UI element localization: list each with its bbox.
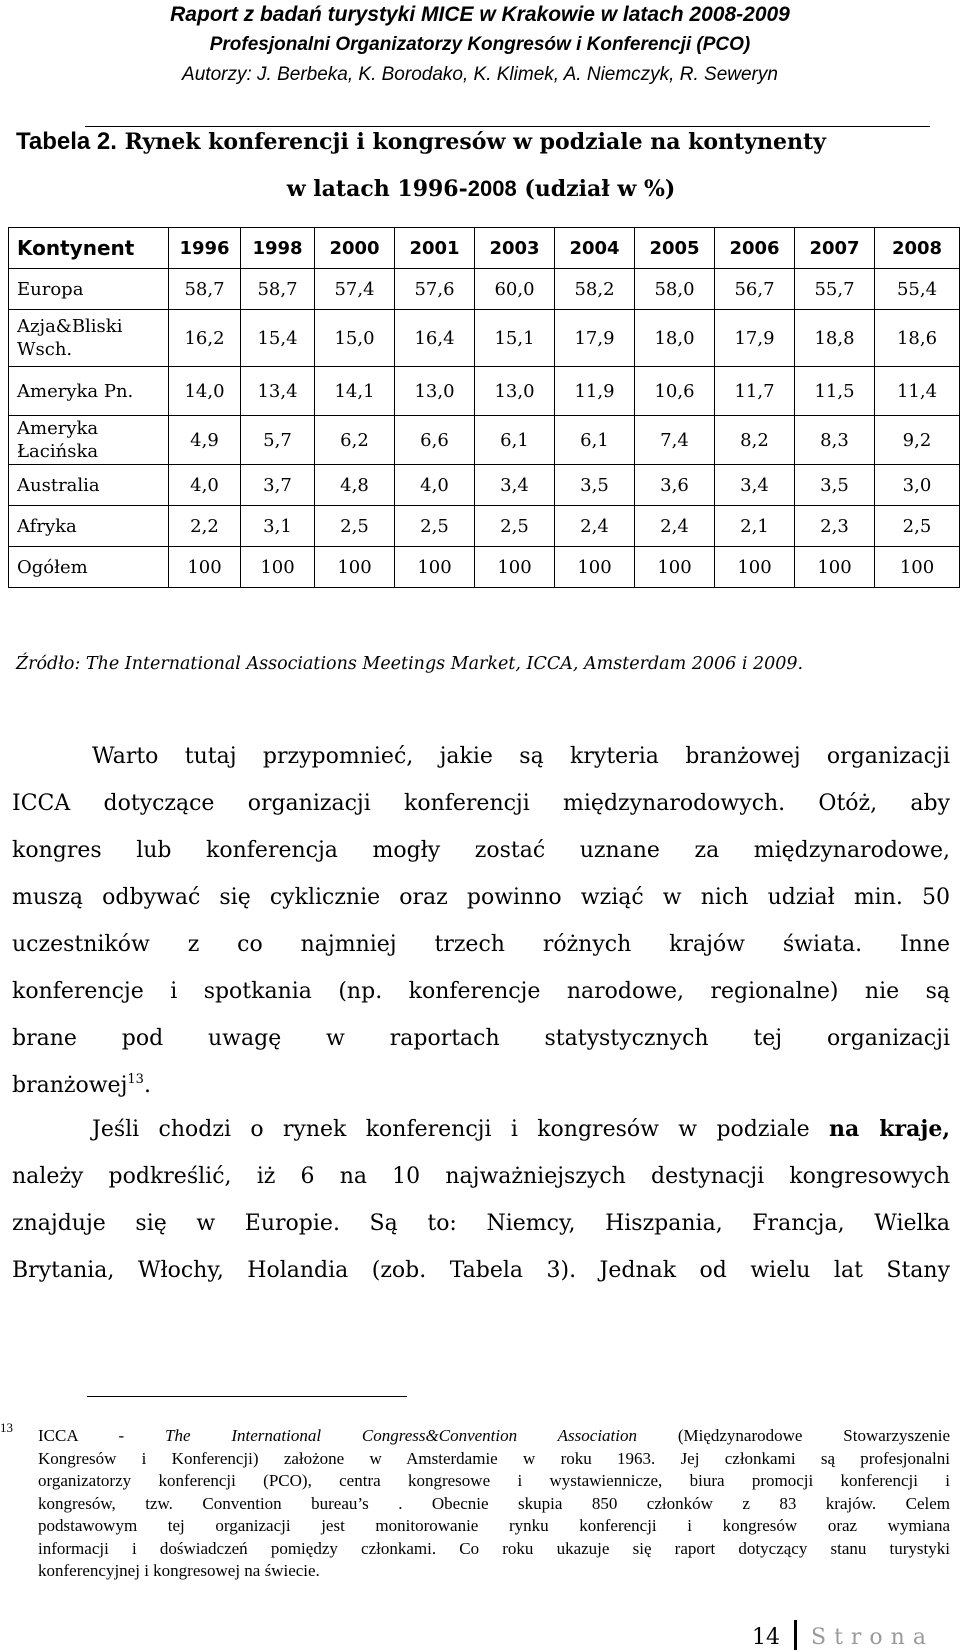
table-cell: 14,1 — [315, 367, 395, 416]
table-cell: 2,5 — [875, 506, 960, 547]
report-authors: Autorzy: J. Berbeka, K. Borodako, K. Klimek, A. Niemczyk, R. Seweryn — [182, 64, 778, 85]
table-cell: 18,8 — [795, 310, 875, 367]
table-cell: 3,5 — [795, 465, 875, 506]
footnote-italic: The International Congress&Convention Association — [165, 1426, 637, 1445]
table-source: Źródło: The International Associations Meetings Market, ICCA, Amsterdam 2006 i 2009. — [16, 654, 804, 674]
col-header-year: 2008 — [875, 228, 960, 269]
col-header-year: 2005 — [635, 228, 715, 269]
table-cell: 3,4 — [475, 465, 555, 506]
footnote-line: konferencyjnej i kongresowej na świecie. — [38, 1561, 320, 1580]
text-line: Jeśli chodzi o rynek konferencji i kongresów w podziale — [92, 1117, 830, 1142]
col-header-year: 1998 — [241, 228, 315, 269]
table-cell: 100 — [715, 547, 795, 588]
table-cell: 2,3 — [795, 506, 875, 547]
table-cell: 2,4 — [555, 506, 635, 547]
table-cell: 58,0 — [635, 269, 715, 310]
col-header-year: 2003 — [475, 228, 555, 269]
table-cell: 6,2 — [315, 416, 395, 465]
row-label: Azja&Bliski Wsch. — [9, 310, 169, 367]
table-cell: 100 — [635, 547, 715, 588]
report-title: Raport z badań turystyki MICE w Krakowie w latach 2008-2009 — [170, 3, 790, 26]
table-cell: 55,4 — [875, 269, 960, 310]
table-cell: 11,7 — [715, 367, 795, 416]
table-cell: 4,0 — [395, 465, 475, 506]
table-cell: 60,0 — [475, 269, 555, 310]
col-header-year: 2006 — [715, 228, 795, 269]
table-title-part2-end: (udział w %) — [516, 176, 676, 202]
text-line: muszą odbywać się cyklicznie oraz powinno wziąć w nich udział min. 50 — [12, 885, 950, 910]
table-cell: 57,6 — [395, 269, 475, 310]
table-label: Tabela 2. — [16, 128, 117, 155]
table-header-row — [9, 228, 960, 269]
table-row — [9, 269, 960, 310]
col-header-year: 2000 — [315, 228, 395, 269]
table-cell: 100 — [169, 547, 241, 588]
table-cell: 56,7 — [715, 269, 795, 310]
text-line: brane pod uwagę w raportach statystycznych tej organizacji — [12, 1026, 950, 1051]
footnote-line: organizatorzy konferencji (PCO), centra kongresowe i wystawiennicze, biura promocji konferencji i — [38, 1471, 950, 1490]
table-cell: 4,9 — [169, 416, 241, 465]
row-label: Ameryka Łacińska — [9, 416, 169, 465]
table-cell: 18,0 — [635, 310, 715, 367]
table-cell: 58,7 — [241, 269, 315, 310]
table-cell: 3,4 — [715, 465, 795, 506]
table-cell: 3,7 — [241, 465, 315, 506]
text-line: Warto tutaj przypomnieć, jakie są kryteria branżowej organizacji — [92, 744, 950, 769]
text-line: konferencje i spotkania (np. konferencje narodowe, regionalne) nie są — [12, 979, 950, 1004]
header-rule — [85, 126, 930, 127]
table-cell: 6,1 — [555, 416, 635, 465]
table-cell: 3,6 — [635, 465, 715, 506]
table-cell: 11,9 — [555, 367, 635, 416]
page-number-separator — [794, 1620, 797, 1650]
row-label: Europa — [9, 269, 169, 310]
text-line: kongres lub konferencja mogły zostać uznane za międzynarodowe, — [12, 838, 950, 863]
row-label: Ameryka Pn. — [9, 367, 169, 416]
table-cell: 2,1 — [715, 506, 795, 547]
col-header-year: 2007 — [795, 228, 875, 269]
table-cell: 9,2 — [875, 416, 960, 465]
report-subtitle: Profesjonalni Organizatorzy Kongresów i Konferencji (PCO) — [209, 34, 751, 55]
footnote-number: 13 — [0, 1420, 13, 1435]
table-cell: 100 — [475, 547, 555, 588]
table-title-part2: w latach 1996- — [286, 176, 468, 202]
table-cell: 16,4 — [395, 310, 475, 367]
table-cell: 5,7 — [241, 416, 315, 465]
text-line: znajduje się w Europie. Są to: Niemcy, Hiszpania, Francja, Wielka — [12, 1211, 950, 1236]
table-cell: 15,0 — [315, 310, 395, 367]
row-label: Afryka — [9, 506, 169, 547]
table-cell: 11,5 — [795, 367, 875, 416]
table-cell: 16,2 — [169, 310, 241, 367]
page-number-value: 14 — [752, 1625, 780, 1650]
table-cell: 17,9 — [555, 310, 635, 367]
table-cell: 11,4 — [875, 367, 960, 416]
table-cell: 3,0 — [875, 465, 960, 506]
table-cell: 4,8 — [315, 465, 395, 506]
table-cell: 18,6 — [875, 310, 960, 367]
table-cell: 6,6 — [395, 416, 475, 465]
footnote-line: Kongresów i Konferencji) założone w Amsterdamie w roku 1963. Jej członkami są profesjonalni — [38, 1448, 950, 1468]
table-cell: 2,5 — [395, 506, 475, 547]
text-line: uczestników z co najmniej trzech różnych krajów świata. Inne — [12, 932, 950, 957]
table-cell: 100 — [315, 547, 395, 588]
text-line: należy podkreślić, iż 6 na 10 najważniejszych destynacji kongresowych — [12, 1164, 950, 1189]
table-cell: 4,0 — [169, 465, 241, 506]
table-cell: 100 — [241, 547, 315, 588]
page-word: Strona — [811, 1625, 934, 1650]
text-line: Brytania, Włochy, Holandia (zob. Tabela 3). Jednak od wielu lat Stany — [12, 1258, 950, 1283]
table-cell: 58,2 — [555, 269, 635, 310]
table-cell: 13,0 — [475, 367, 555, 416]
table-title-part1: Rynek konferencji i kongresów w podziale na kontynenty — [124, 129, 826, 155]
table-cell: 17,9 — [715, 310, 795, 367]
page-number — [752, 1620, 934, 1650]
text-line: ICCA dotyczące organizacji konferencji międzynarodowych. Otóż, aby — [12, 791, 950, 816]
col-header-continent: Kontynent — [9, 228, 169, 269]
table-cell: 10,6 — [635, 367, 715, 416]
table-title-year: 2008 — [467, 176, 517, 201]
table-cell: 2,5 — [475, 506, 555, 547]
table-cell: 58,7 — [169, 269, 241, 310]
table-cell: 2,2 — [169, 506, 241, 547]
table-cell: 8,2 — [715, 416, 795, 465]
footnote-line: podstawowym tej organizacji jest monitorowanie rynku konferencji i kongresów oraz wymiana — [38, 1516, 950, 1535]
table-row — [9, 416, 960, 465]
row-label: Australia — [9, 465, 169, 506]
footnote-ref[interactable]: 13 — [127, 1072, 144, 1087]
table-row — [9, 506, 960, 547]
text-line: branżowej — [12, 1073, 128, 1098]
page-header — [0, 0, 960, 90]
table-cell: 57,4 — [315, 269, 395, 310]
table-cell: 15,1 — [475, 310, 555, 367]
table-cell: 2,4 — [635, 506, 715, 547]
table-cell: 55,7 — [795, 269, 875, 310]
footnote-line: informacji i doświadczeń pomiędzy członkami. Co roku ukazuje się raport dotyczący stanu turystyki — [38, 1538, 950, 1558]
table-cell: 13,0 — [395, 367, 475, 416]
footnote-text: ICCA - The International Congress&Convention Association (Międzynarodowe Stowarzyszenie Kongresów i Konferencji) założone w Amsterdamie w roku 1963. Jej członkami są profesjonalni organizatorzy konferencji (PCO), centra kongresowe i wystawiennicze, biura promocji konferencji i kongresów, tzw. Convention bureau’s . Obecnie skupia 850 członków z 83 krajów. Celem podstawowym tej organizacji jest monitorowanie rynku konferencji i kongresów oraz wymiana informacji i doświadczeń pomiędzy członkami. Co roku ukazuje się raport dotyczący stanu turystyki konferencyjnej i kongresowej na świecie. — [38, 1425, 950, 1583]
col-header-year: 2001 — [395, 228, 475, 269]
table-row — [9, 465, 960, 506]
paragraph-criteria: Warto tutaj przypomnieć, jakie są kryteria branżowej organizacji ICCA dotyczące organizacji konferencji międzynarodowych. Otóż, aby kongres lub konferencja mogły zostać uznane za międzynarodowe, muszą odbywać się cyklicznie oraz powinno wziąć w nich udział min. 50 uczestników z co najmniej trzech różnych krajów świata. Inne konferencje i spotkania (np. konferencje narodowe, regionalne) nie są brane pod uwagę w raportach statystycznych tej organizacji branżowej$^{13}$. — [12, 733, 950, 1109]
table-cell: 3,5 — [555, 465, 635, 506]
paragraph-countries — [12, 1106, 950, 1294]
table-cell: 15,4 — [241, 310, 315, 367]
table-cell: 100 — [555, 547, 635, 588]
footnote-rule — [87, 1396, 407, 1397]
table-row — [9, 310, 960, 367]
table-cell: 6,1 — [475, 416, 555, 465]
table-cell: 100 — [875, 547, 960, 588]
continent-share-table — [8, 227, 960, 588]
bold-phrase: na kraje, — [829, 1116, 950, 1142]
table-cell: 100 — [795, 547, 875, 588]
table-cell: 3,1 — [241, 506, 315, 547]
table-cell: 8,3 — [795, 416, 875, 465]
table-row — [9, 367, 960, 416]
table-cell: 2,5 — [315, 506, 395, 547]
row-label: Ogółem — [9, 547, 169, 588]
table-cell: 14,0 — [169, 367, 241, 416]
footnote-line: kongresów, tzw. Convention bureau’s . Obecnie skupia 850 członków z 83 krajów. Celem — [38, 1493, 950, 1513]
table-cell: 13,4 — [241, 367, 315, 416]
col-header-year: 2004 — [555, 228, 635, 269]
table-cell: 100 — [395, 547, 475, 588]
col-header-year: 1996 — [169, 228, 241, 269]
table-row — [9, 547, 960, 588]
table-cell: 7,4 — [635, 416, 715, 465]
